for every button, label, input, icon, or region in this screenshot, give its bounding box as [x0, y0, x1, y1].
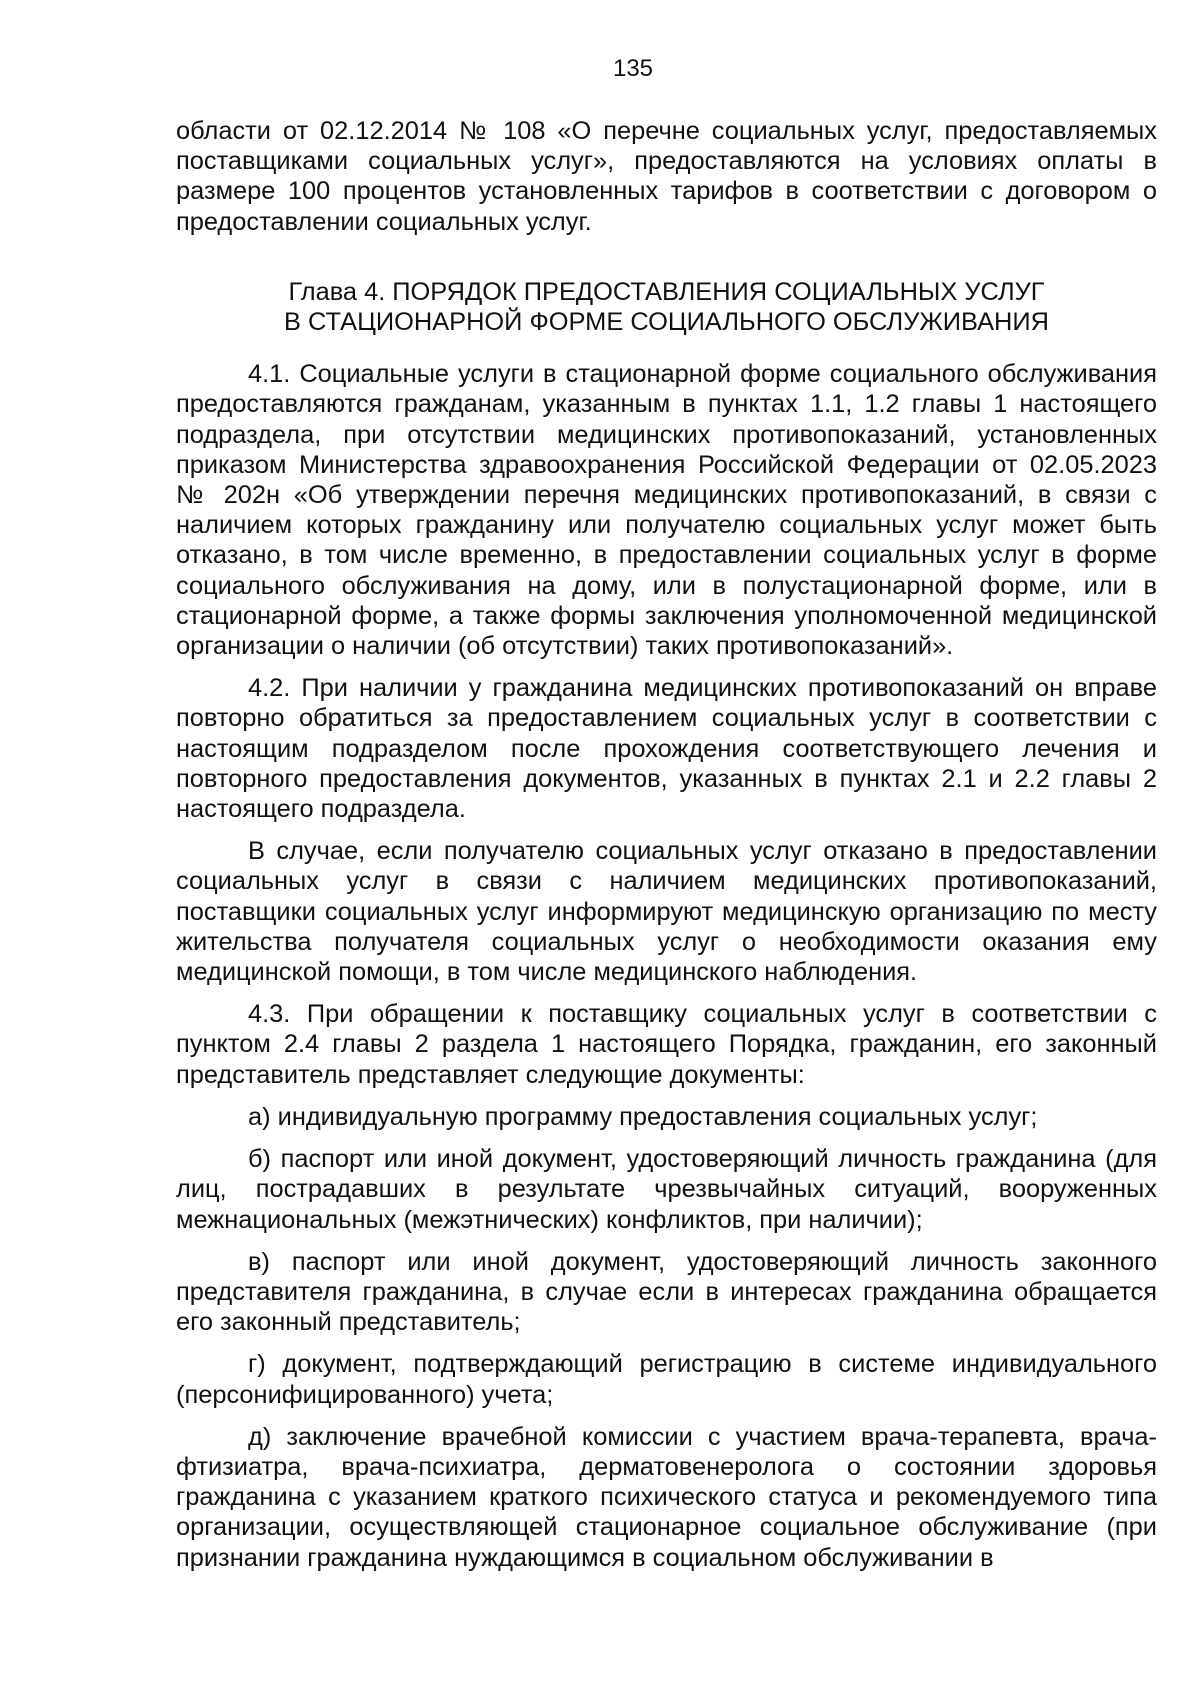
- document-body: [176, 116, 1157, 1573]
- paragraph-4-1: 4.1. Социальные услуги в стационарной форме социального обслуживания предоставляются гражданам, указанным в пунктах 1.1, 1.2 главы 1 настоящего подраздела, при отсутствии медицинских противопоказаний, установленных приказом Министерства здравоохранения Российской Федерации от 02.05.2023 № 202н «Об утверждении перечня медицинских противопоказаний, в связи с наличием которых гражданину или получателю социальных услуг может быть отказано, в том числе временно, в предоставлении социальных услуг в форме социального обслуживания на дому, или в полустационарной форме, или в стационарной форме, а также формы заключения уполномоченной медицинской организации о наличии (об отсутствии) таких противопоказаний».: [176, 360, 1157, 661]
- chapter-heading-line-1: Глава 4. ПОРЯДОК ПРЕДОСТАВЛЕНИЯ СОЦИАЛЬНЫХ УСЛУГ: [288, 277, 1045, 306]
- chapter-heading: [176, 277, 1157, 337]
- list-item-b: б) паспорт или иной документ, удостоверяющий личность гражданина (для лиц, пострадавших в результате чрезвычайных ситуаций, вооруженных межнациональных (межэтнических) конфликтов, при наличии);: [176, 1145, 1157, 1234]
- list-item-d: д) заключение врачебной комиссии с участием врача-терапевта, врача-фтизиатра, врача-психиатра, дерматовенеролога о состоянии здоровья гражданина с указанием краткого психического статуса и рекомендуемого типа организации, осуществляющей стационарное социальное обслуживание (при признании гражданина нуждающимся в социальном обслуживании в: [176, 1422, 1157, 1572]
- chapter-heading-line-2: В СТАЦИОНАРНОЙ ФОРМЕ СОЦИАЛЬНОГО ОБСЛУЖИВАНИЯ: [284, 308, 1049, 337]
- list-item-g: г) документ, подтверждающий регистрацию в системе индивидуального (персонифицированного) учета;: [176, 1350, 1157, 1409]
- list-item-v: в) паспорт или иной документ, удостоверяющий личность законного представителя гражданина, в случае если в интересах гражданина обращается его законный представитель;: [176, 1247, 1157, 1337]
- paragraph-refusal: В случае, если получателю социальных услуг отказано в предоставлении социальных услуг в связи с наличием медицинских противопоказаний, поставщики социальных услуг информируют медицинскую организацию по месту жительства получателя социальных услуг о необходимости оказания ему медицинской помощи, в том числе медицинского наблюдения.: [176, 837, 1157, 987]
- paragraph-4-3: 4.3. При обращении к поставщику социальных услуг в соответствии с пунктом 2.4 главы 2 раздела 1 настоящего Порядка, гражданин, его законный представитель представляет следующие документы:: [176, 1000, 1157, 1089]
- list-item-a: а) индивидуальную программу предоставления социальных услуг;: [248, 1102, 1038, 1131]
- paragraph-4-2: 4.2. При наличии у гражданина медицинских противопоказаний он вправе повторно обратиться за предоставлением социальных услуг в соответствии с настоящим подразделом после прохождения соответствующего лечения и повторного предоставления документов, указанных в пунктах 2.1 и 2.2 главы 2 настоящего подраздела.: [176, 674, 1157, 824]
- intro-paragraph: области от 02.12.2014 № 108 «О перечне социальных услуг, предоставляемых поставщиками социальных услуг», предоставляются на условиях оплаты в размере 100 процентов установленных тарифов в соответствии с договором о предоставлении социальных услуг.: [176, 117, 1157, 236]
- page-number: 135: [612, 55, 654, 82]
